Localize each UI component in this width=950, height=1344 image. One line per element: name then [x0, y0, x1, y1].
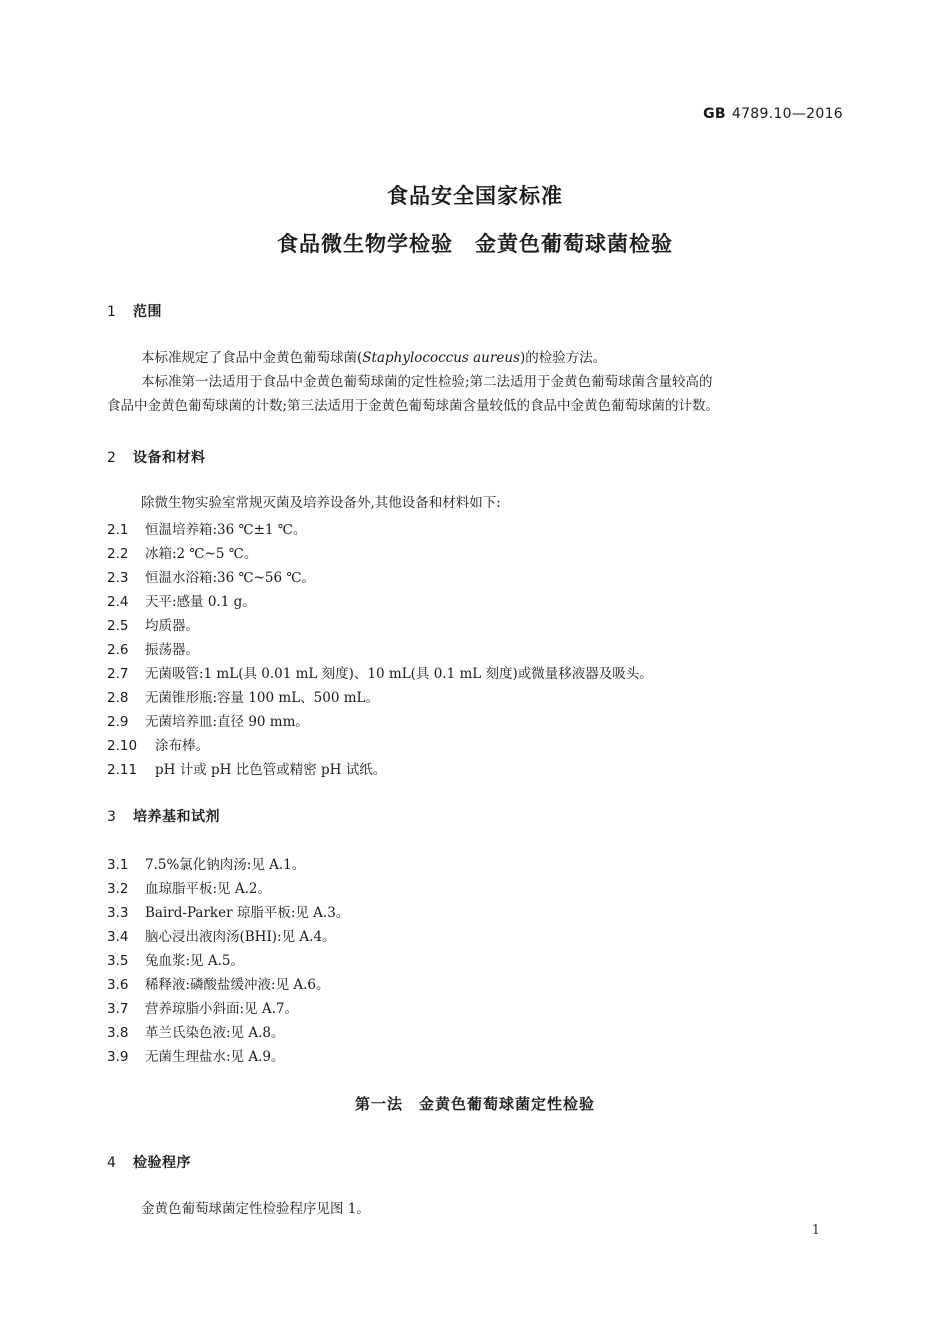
page-number: 1: [811, 1223, 820, 1238]
list-item: 2.9 无菌培养皿:直径 90 mm。: [107, 714, 309, 730]
section-3-number: 3: [107, 809, 117, 825]
list-item: 2.2 冰箱:2 ℃~5 ℃。: [107, 546, 258, 562]
section-4-paragraph: 金黄色葡萄球菌定性检验程序见图 1。: [141, 1201, 370, 1217]
section-3-title: 培养基和试剂: [133, 809, 220, 825]
list-item: 2.10 涂布棒。: [107, 738, 209, 754]
list-item: 3.3 Baird-Parker 琼脂平板:见 A.3。: [107, 905, 350, 921]
document-title-line1: 食品安全国家标准: [387, 184, 563, 208]
list-item: 3.4 脑心浸出液肉汤(BHI):见 A.4。: [107, 929, 336, 945]
section-4-heading: [107, 1152, 191, 1172]
section-2-intro: 除微生物实验室常规灭菌及培养设备外,其他设备和材料如下:: [141, 495, 501, 511]
section-2-number: 2: [107, 450, 117, 466]
section-1-title: 范围: [133, 304, 162, 320]
document-title-line2: 食品微生物学检验 金黄色葡萄球菌检验: [277, 232, 673, 256]
section-4-number: 4: [107, 1155, 117, 1171]
list-item: 2.6 振荡器。: [107, 642, 199, 658]
latin-name: Staphylococcus aureus: [362, 350, 520, 366]
list-item: 3.1 7.5%氯化钠肉汤:见 A.1。: [107, 857, 306, 873]
section-2-title: 设备和材料: [133, 450, 206, 466]
list-item: 2.3 恒温水浴箱:36 ℃~56 ℃。: [107, 570, 316, 586]
list-item: 2.5 均质器。: [107, 618, 199, 634]
list-item: 3.7 营养琼脂小斜面:见 A.7。: [107, 1001, 298, 1017]
section-1-paragraph-1: 本标准规定了食品中金黄色葡萄球菌(Staphylococcus aureus)的检验方法。: [141, 350, 607, 366]
list-item: 3.6 稀释液:磷酸盐缓冲液:见 A.6。: [107, 977, 330, 993]
standard-prefix: GB: [703, 106, 726, 122]
list-item: 2.8 无菌锥形瓶:容量 100 mL、500 mL。: [107, 690, 379, 706]
section-2-heading: [107, 447, 206, 467]
list-item: 2.4 天平:感量 0.1 g。: [107, 594, 256, 610]
list-item: 3.2 血琼脂平板:见 A.2。: [107, 881, 271, 897]
list-item: 3.9 无菌生理盐水:见 A.9。: [107, 1049, 285, 1065]
list-item: 3.8 革兰氏染色液:见 A.8。: [107, 1025, 285, 1041]
section-3-heading: [107, 806, 220, 826]
standard-number: 4789.10—2016: [731, 106, 843, 122]
section-4-title: 检验程序: [133, 1155, 191, 1171]
section-1-paragraph-2-line1: 本标准第一法适用于食品中金黄色葡萄球菌的定性检验;第二法适用于金黄色葡萄球菌含量较高的: [141, 374, 713, 390]
list-item: 2.11 pH 计或 pH 比色管或精密 pH 试纸。: [107, 762, 387, 778]
section-1-heading: [107, 301, 162, 321]
list-item: 2.7 无菌吸管:1 mL(具 0.01 mL 刻度)、10 mL(具 0.1 mL 刻度)或微量移液器及吸头。: [107, 666, 653, 682]
list-item: 2.1 恒温培养箱:36 ℃±1 ℃。: [107, 522, 307, 538]
section-1-number: 1: [107, 304, 117, 320]
section-1-paragraph-2-line2: 食品中金黄色葡萄球菌的计数;第三法适用于金黄色葡萄球菌含量较低的食品中金黄色葡萄球菌的计数。: [107, 398, 720, 414]
list-item: 3.5 兔血浆:见 A.5。: [107, 953, 244, 969]
standard-code: [703, 106, 843, 122]
method-1-heading: 第一法 金黄色葡萄球菌定性检验: [354, 1095, 595, 1113]
